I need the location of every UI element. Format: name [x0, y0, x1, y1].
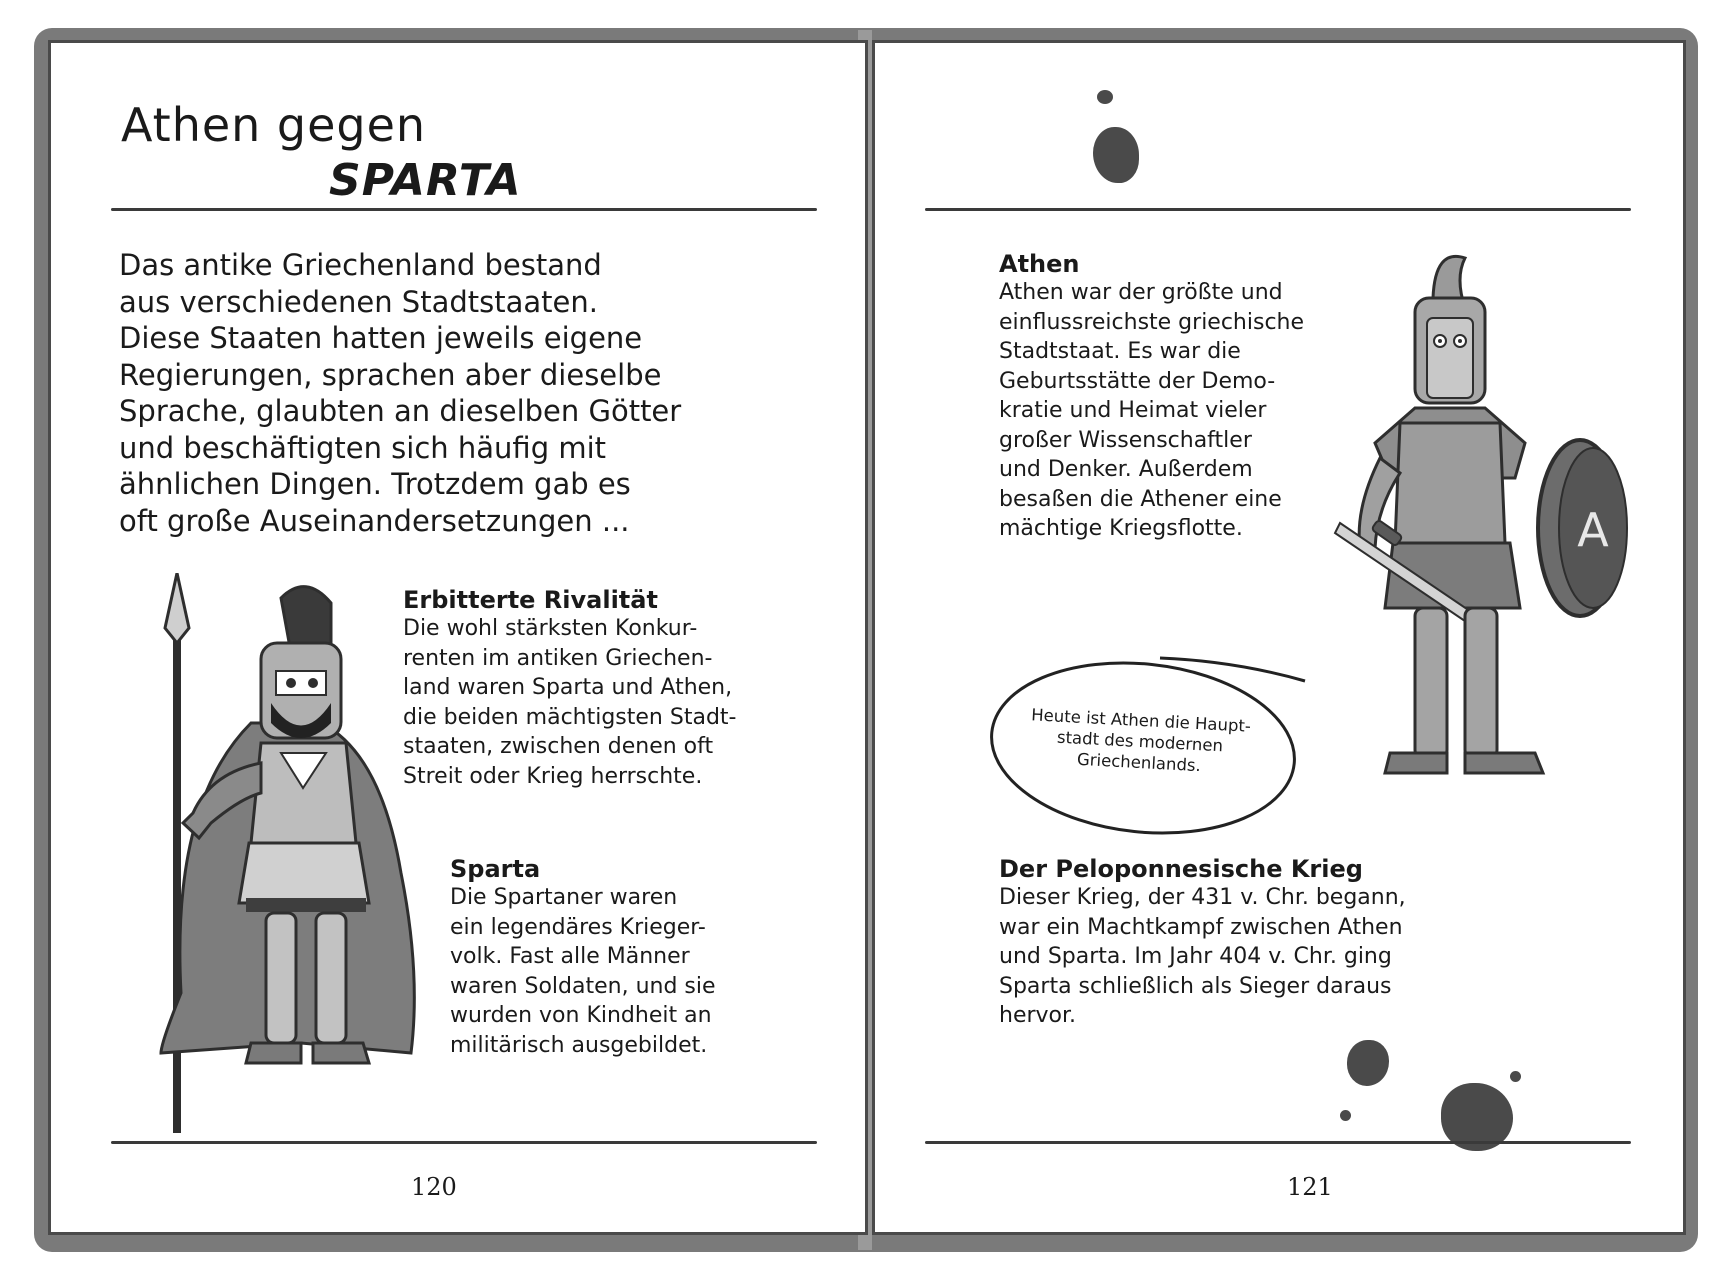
shield-letter: A [1577, 503, 1609, 557]
page-title-line1: Athen gegen [121, 98, 427, 152]
right-page [872, 40, 1686, 1235]
left-page [48, 40, 868, 1235]
top-divider [111, 208, 817, 211]
ink-dot [1340, 1110, 1351, 1121]
ink-dot [1510, 1071, 1521, 1082]
war-section [999, 855, 1559, 1031]
page-title-line2: SPARTA [329, 155, 522, 206]
bottom-divider [925, 1141, 1631, 1144]
speech-bubble-text: Heute ist Athen die Haupt- stadt des modernen Griechenlands. [1030, 705, 1252, 776]
war-text: Dieser Krieg, der 431 v. Chr. begann, war ein Machtkampf zwischen Athen und Sparta. Im Jahr 404 v. Chr. ging Sparta schließlich als Sieger daraus hervor. [999, 885, 1406, 1028]
ink-dot [1097, 90, 1113, 104]
top-divider [925, 208, 1631, 211]
intro-paragraph: Das antike Griechenland bestand aus verschiedenen Stadtstaaten. Diese Staaten hatten jeweils eigene Regierungen, sprachen aber dieselbe Sprache, glaubten an dieselben Götter und beschäftigten sich häufig mit ähnlichen Dingen. Trotzdem gab es oft große Auseinandersetzungen ... [119, 248, 682, 538]
bottom-divider [111, 1141, 817, 1144]
ink-blot [1347, 1040, 1389, 1086]
rivalry-heading: Erbitterte Rivalität [403, 586, 658, 614]
rivalry-text: Die wohl stärksten Konkur- renten im antiken Griechen- land waren Sparta und Athen, die beiden mächtigsten Stadt- staaten, zwischen denen oft Streit oder Krieg herrschte. [403, 616, 737, 789]
sparta-text: Die Spartaner waren ein legendäres Krieger- volk. Fast alle Männer waren Soldaten, und sie wurden von Kindheit an militärisch ausgebildet. [450, 885, 716, 1058]
athenian-warrior-illustration [1315, 248, 1655, 848]
athen-heading: Athen [999, 250, 1080, 278]
sparta-heading: Sparta [450, 855, 541, 883]
sparta-section [450, 855, 830, 1060]
page-number: 121 [1287, 1173, 1333, 1201]
page-number: 120 [411, 1173, 457, 1201]
athen-text: Athen war der größte und einflussreichste griechische Stadtstaat. Es war die Geburtsstätte der Demo- kratie und Heimat vieler großer Wissenschaftler und Denker. Außerdem besaßen die Athener eine mächtige Kriegsflotte. [999, 280, 1305, 541]
ink-blot [1093, 127, 1139, 183]
war-heading: Der Peloponnesische Krieg [999, 855, 1363, 883]
rivalry-section [403, 586, 823, 791]
